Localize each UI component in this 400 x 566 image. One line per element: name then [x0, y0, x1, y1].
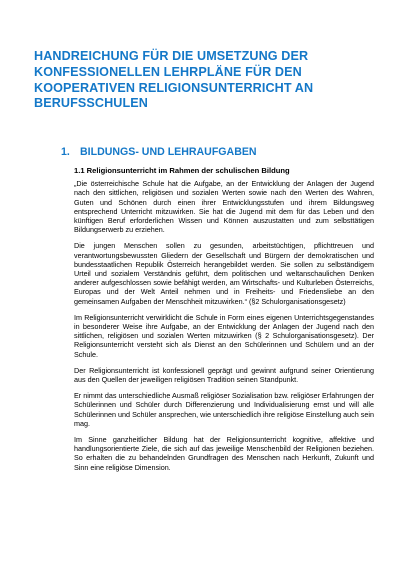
document-title [34, 49, 374, 112]
paragraph-5: Er nimmt das unterschiedliche Ausmaß religiöser Sozialisation bzw. religiöser Erfahrungen der Schülerinnen und Schüler durch Differenzierung und Individualisierung ernst und will alle Schülerinnen und Schüler ansprechen, wie unterschiedlich ihre religiöse Einstellung auch sein mag. [74, 391, 374, 428]
title-line-3: KOOPERATIVEN RELIGIONSUNTERRICHT AN [34, 80, 314, 95]
paragraph-4: Der Religionsunterricht ist konfessionell geprägt und gewinnt aufgrund seiner Orientierung aus den Quellen der jeweiligen religiösen Tradition seinen Standpunkt. [74, 365, 374, 385]
section-heading [61, 146, 257, 158]
section-title: BILDUNGS- UND LEHRAUFGABEN [80, 146, 257, 158]
paragraph-1: „Die österreichische Schule hat die Aufgabe, an der Entwicklung der Anlagen der Jugend nach den sittlichen, religiösen und sozialen Werten sowie nach den Werten des Wahren, Guten und Schönen durch einen ihrer Entwicklungsstufen und ihrem Bildungsweg entsprechend Unterricht mitzuwirken. Sie hat die Jugend mit dem für das Leben und den künftigen Beruf erforderlichen Wissen und Können auszustatten und zum selbsttätigen Bildungserwerb zu erziehen. [74, 179, 374, 235]
title-line-1: HANDREICHUNG FÜR DIE UMSETZUNG DER [34, 49, 309, 63]
subsection-heading: 1.1 Religionsunterricht im Rahmen der schulischen Bildung [74, 166, 290, 175]
title-line-4: BERUFSSCHULEN [34, 96, 148, 111]
section-number: 1. [61, 146, 70, 158]
paragraph-3: Im Religionsunterricht verwirklicht die Schule in Form eines eigenen Unterrichtsgegenstandes in besonderer Weise ihre Aufgabe, an der Entwicklung der Anlagen der Jugend nach den sittlichen, religiösen und sozialen Werten mitzuwirken (§ 2 Schulorganisationsgesetz). Der Religionsunterricht versteht sich als Dienst an den Schülerinnen und Schülern und an der Schule. [74, 312, 374, 359]
paragraph-2: Die jungen Menschen sollen zu gesunden, arbeitstüchtigen, pflichttreuen und verantwortungsbewussten Gliedern der Gesellschaft und Bürgern der demokratischen und bundesstaatlichen Republik Österreich herangebildet werden. Sie sollen zu selbständigem Urteil und sozialem Verständnis geführt, dem politischen und weltanschaulichen Denken anderer aufgeschlossen sowie befähigt werden, am Wirtschafts- und Kulturleben Österreichs, Europas und der Welt Anteil nehmen und in Freiheits- und Friedensliebe an den gemeinsamen Aufgaben der Menschheit mitzuwirken.“ (§2 Schulorganisationsgesetz) [74, 241, 374, 306]
paragraph-6: Im Sinne ganzheitlicher Bildung hat der Religionsunterricht kognitive, affektive und handlungsorientierte Ziele, die sich auf das jeweilige Menschenbild der Religionen beziehen. So erhalten die zu behandelnden Grundfragen des Menschen nach Herkunft, Zukunft und Sinn eine religiöse Dimension. [74, 435, 374, 472]
title-line-2: KONFESSIONELLEN LEHRPLÄNE FÜR DEN [34, 64, 302, 79]
section-content [74, 166, 374, 479]
